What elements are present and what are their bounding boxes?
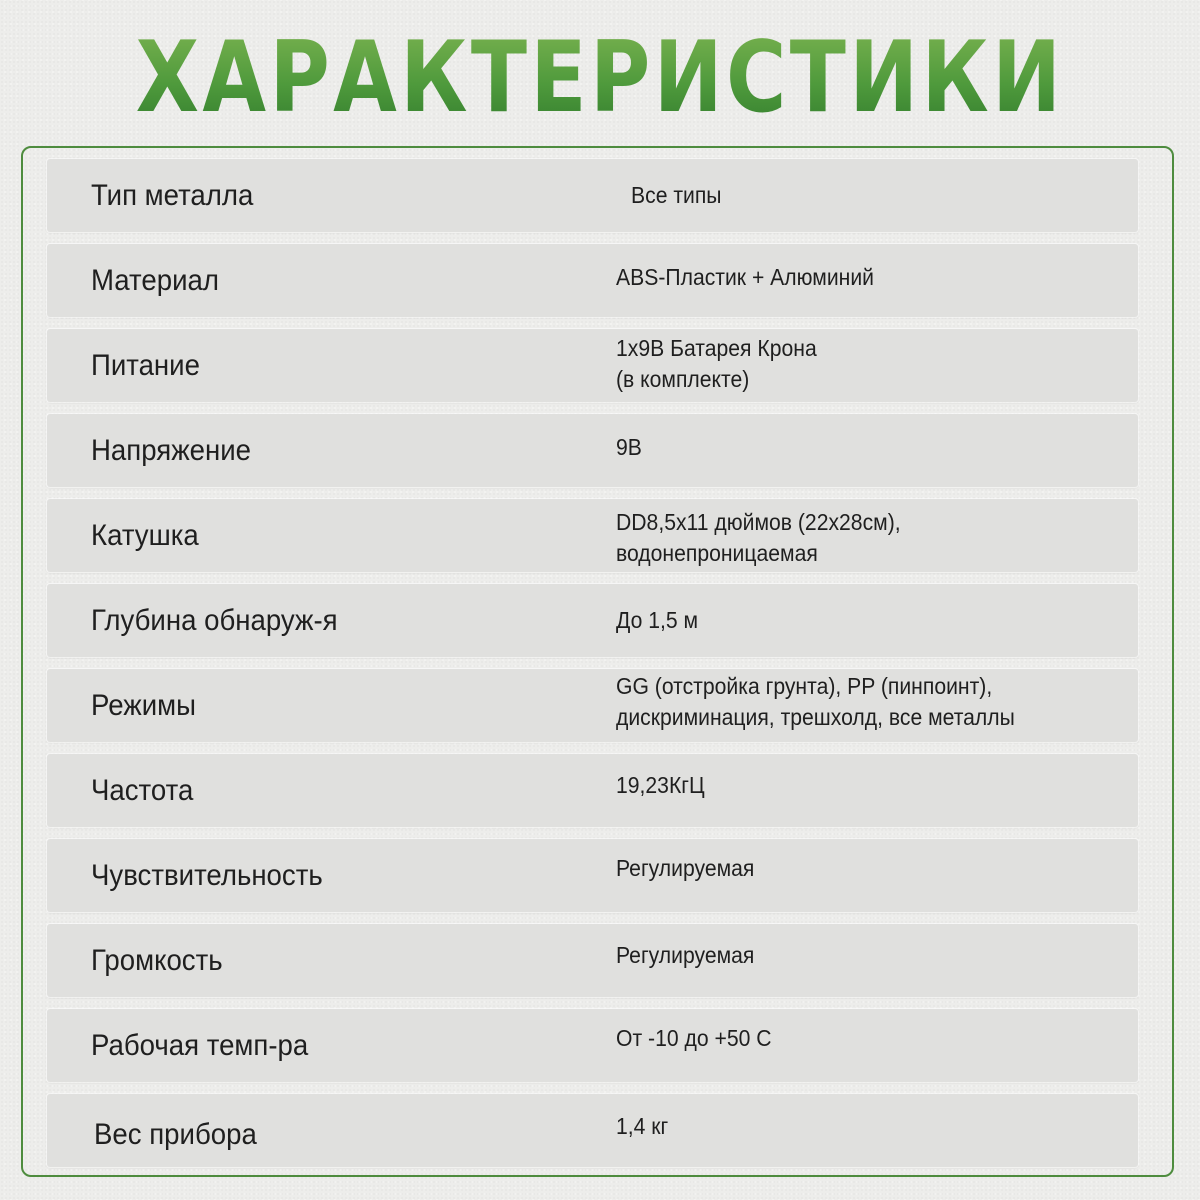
spec-row-modes bbox=[47, 669, 1138, 742]
spec-value bbox=[616, 1009, 1076, 1082]
page-title: ХАРАКТЕРИСТИКИ bbox=[96, 18, 1104, 138]
spec-label: Режимы bbox=[91, 689, 196, 722]
spec-label: Материал bbox=[91, 264, 219, 297]
spec-value bbox=[616, 669, 1076, 742]
spec-value bbox=[616, 754, 1076, 827]
spec-value bbox=[616, 584, 1076, 657]
spec-value-line: Регулируемая bbox=[616, 855, 755, 881]
spec-value bbox=[616, 839, 1076, 912]
spec-row-metal-type bbox=[47, 159, 1138, 232]
spec-label: Вес прибора bbox=[94, 1118, 257, 1151]
specs-table bbox=[47, 159, 1138, 1167]
spec-value bbox=[631, 159, 1091, 232]
spec-label: Питание bbox=[91, 349, 200, 382]
spec-label: Напряжение bbox=[91, 434, 252, 467]
spec-value bbox=[616, 924, 1076, 997]
spec-value-line: GG (отстройка грунта), PP (пинпоинт), bbox=[616, 673, 993, 699]
spec-value bbox=[616, 244, 1076, 317]
spec-value-line: До 1,5 м bbox=[616, 607, 699, 633]
spec-row-operating-temp bbox=[47, 1009, 1138, 1082]
spec-row-volume bbox=[47, 924, 1138, 997]
spec-row-power bbox=[47, 329, 1138, 402]
spec-value-line: 19,23КгЦ bbox=[616, 772, 705, 798]
spec-value bbox=[616, 1094, 1076, 1167]
spec-value-line: ABS-Пластик + Алюминий bbox=[616, 264, 874, 290]
spec-row-voltage bbox=[47, 414, 1138, 487]
spec-row-coil bbox=[47, 499, 1138, 572]
spec-value-line: водонепроницаемая bbox=[616, 540, 818, 566]
spec-row-material bbox=[47, 244, 1138, 317]
spec-value-line: 1х9В Батарея Крона bbox=[616, 335, 817, 361]
spec-value bbox=[616, 414, 1076, 487]
spec-row-frequency bbox=[47, 754, 1138, 827]
spec-label: Частота bbox=[91, 774, 194, 807]
spec-label: Глубина обнаруж-я bbox=[91, 604, 338, 637]
spec-value-line: дискриминация, трешхолд, все металлы bbox=[616, 704, 1015, 730]
spec-label: Тип металла bbox=[91, 179, 254, 212]
spec-row-depth bbox=[47, 584, 1138, 657]
spec-label: Катушка bbox=[91, 519, 199, 552]
spec-row-sensitivity bbox=[47, 839, 1138, 912]
spec-value-line: DD8,5x11 дюймов (22х28см), bbox=[616, 509, 901, 535]
spec-value bbox=[616, 329, 1076, 402]
spec-value-line: Регулируемая bbox=[616, 942, 755, 968]
spec-label: Рабочая темп-ра bbox=[91, 1029, 309, 1062]
spec-value-line: (в комплекте) bbox=[616, 366, 750, 392]
spec-label: Чувствительность bbox=[91, 859, 323, 892]
spec-value-line: 9В bbox=[616, 434, 642, 460]
spec-row-weight bbox=[47, 1094, 1138, 1167]
spec-value-line: От -10 до +50 С bbox=[616, 1025, 772, 1051]
spec-label: Громкость bbox=[91, 944, 223, 977]
spec-value-line: 1,4 кг bbox=[616, 1113, 669, 1139]
spec-value bbox=[616, 499, 1076, 572]
spec-value-line: Все типы bbox=[631, 182, 722, 208]
